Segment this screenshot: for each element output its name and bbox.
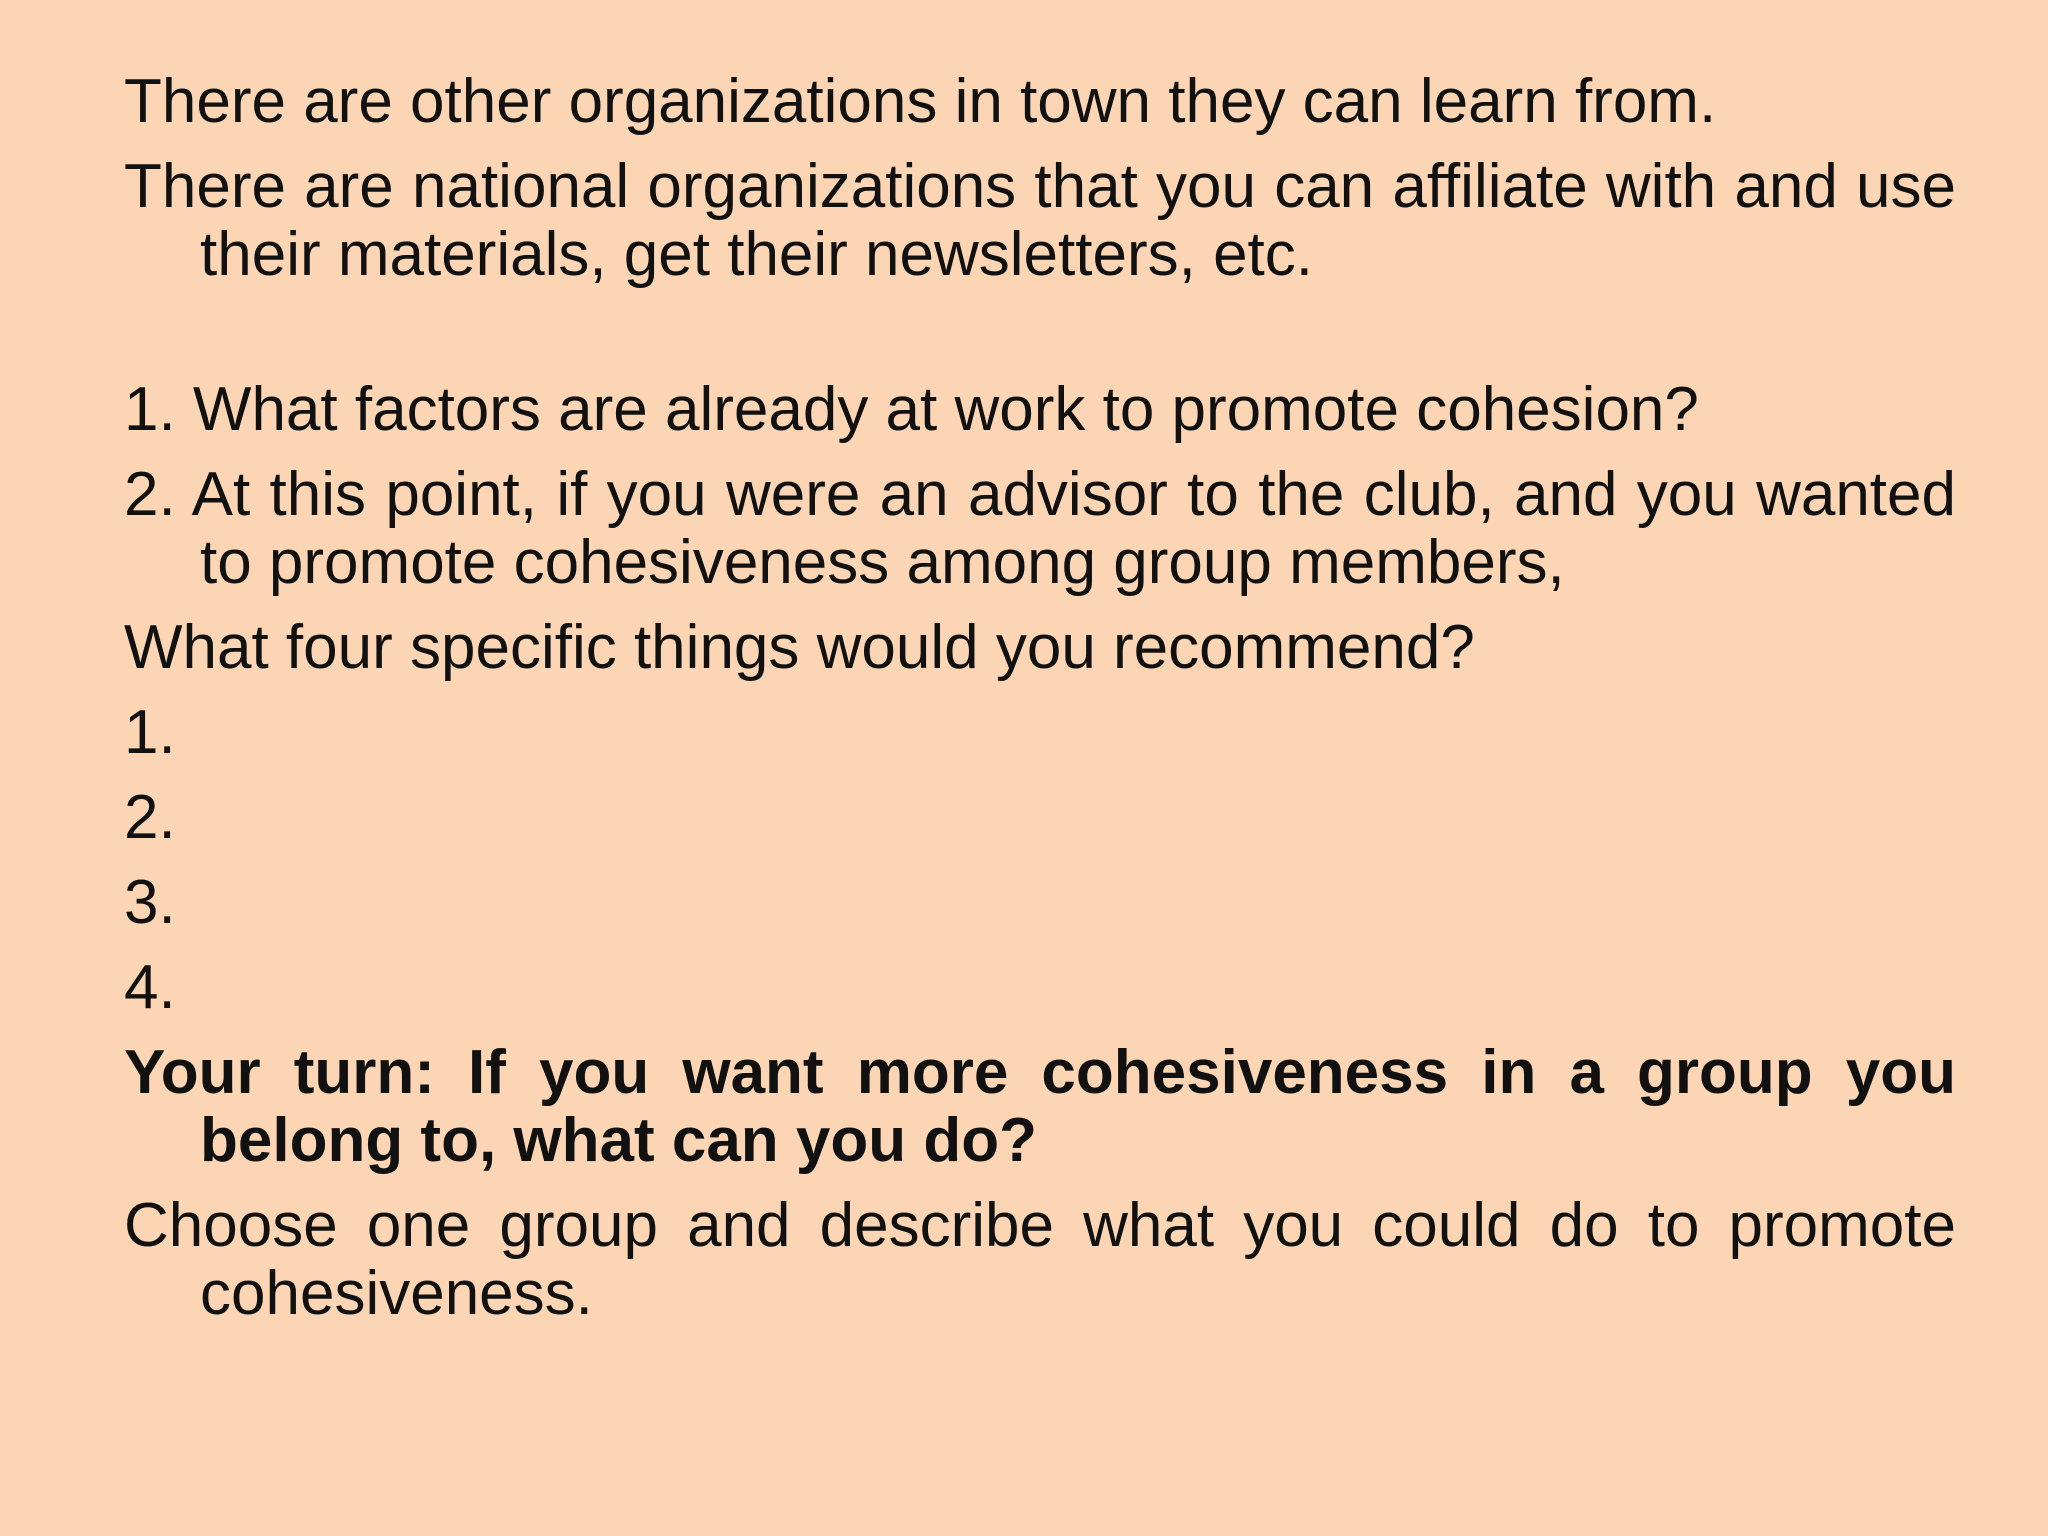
answer-number-4: 4. xyxy=(124,953,176,1022)
slide-body xyxy=(124,68,1956,1345)
answer-number-3: 3. xyxy=(124,868,176,937)
choose-group-prompt: Choose one group and describe what you could do to promote cohesiveness. xyxy=(124,1191,1956,1328)
answer-number-2: 2. xyxy=(124,783,176,852)
question-2: 2. At this point, if you were an advisor to the club, and you wanted to promote cohesiveness among group members, xyxy=(124,460,1956,597)
paragraph-national-organizations: There are national organizations that you can affiliate with and use their materials, get their newsletters, etc. xyxy=(124,152,1956,289)
paragraph-other-organizations: There are other organizations in town they can learn from. xyxy=(124,67,1717,136)
question-recommend: What four specific things would you recommend? xyxy=(124,613,1475,682)
your-turn-prompt: Your turn: If you want more cohesiveness in a group you belong to, what can you do? xyxy=(124,1038,1956,1175)
spacer xyxy=(124,306,1956,376)
answer-number-1: 1. xyxy=(124,698,176,767)
question-1: 1. What factors are already at work to promote cohesion? xyxy=(124,375,1699,444)
